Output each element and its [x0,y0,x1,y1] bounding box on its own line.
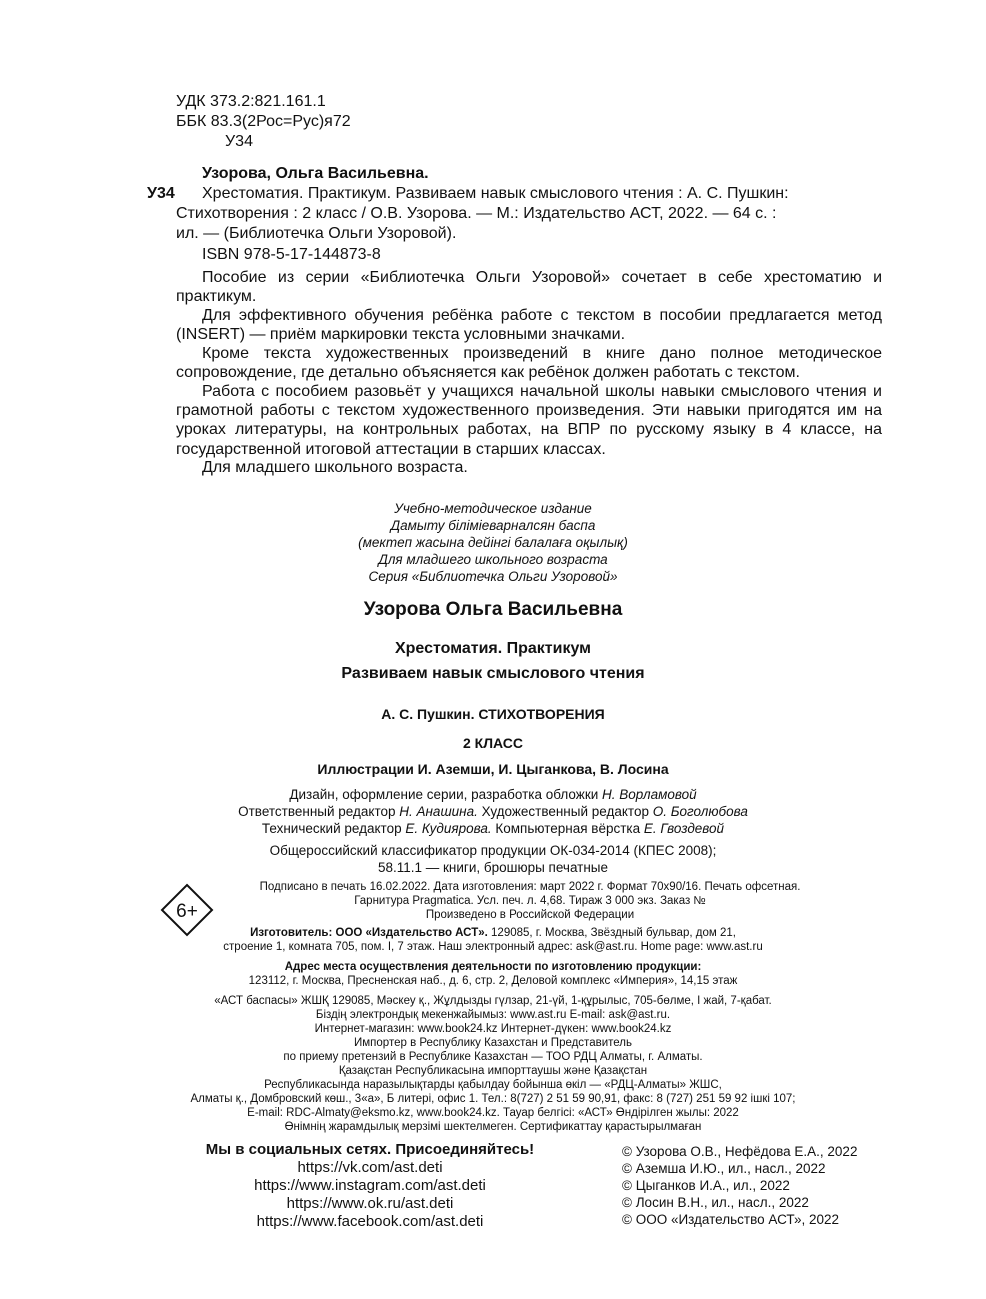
copyright-1: © Узорова О.В., Нефёдова Е.А., 2022 [622,1144,858,1159]
social-heading: Мы в социальных сетях. Присоединяйтесь! [205,1141,535,1158]
manufacturer-address: 129085, г. Москва, Звёздный бульвар, дом 21, [487,927,736,939]
edition-type-5: Серия «Библиотечка Ольги Узоровой» [368,569,618,584]
social-link-vk[interactable]: https://vk.com/ast.deti [297,1159,443,1176]
kz-line-10: Өнімнің жарамдылық мерзімі шектелмеген. Сертификаттау қарастырылмаған [284,1121,702,1133]
age-rating-text: 6+ [176,901,198,922]
copyright-3: © Цыганков И.А., ил., 2022 [622,1178,790,1193]
kz-line-2: Біздің электрондық мекенжайымыз: www.ast.ru E-mail: ask@ast.ru. [315,1009,671,1021]
address-line: 123112, г. Москва, Пресненская наб., д. 6, стр. 2, Деловой комплекс «Империя», 14,15 этаж [248,975,738,987]
edition-type-3: (мектеп жасына дейінгі балалаға оқылық) [358,535,628,550]
credit-line-2 [193,803,793,820]
copyright-5: © ООО «Издательство АСТ», 2022 [622,1212,840,1227]
biblio-line-2: Стихотворения : 2 класс / О.В. Узорова. — М.: Издательство АСТ, 2022. — 64 с. : [176,205,777,222]
subtitle: А. С. Пушкин. СТИХОТВОРЕНИЯ [381,706,605,722]
annotation-paragraph-3: Кроме текста художественных произведений в книге дано полное методическое сопровождение, где детально объясняется как ребёнок должен работать с текстом. [176,345,882,382]
credit-role: Ответственный редактор [238,804,400,819]
kz-line-1: «АСТ баспасы» ЖШҚ 129085, Мәскеу қ., Жұлдызды гүлзар, 21-үй, 1-құрылыс, 705-бөлме, I жай, 7-қабат. [214,995,772,1007]
kz-line-4: Импортер в Республику Казахстан и Представитель [354,1037,632,1049]
biblio-line-3: ил. — (Библиотечка Ольги Узоровой). [176,225,457,242]
credit-role: Компьютерная вёрстка [491,821,644,836]
credit-role: Художественный редактор [477,804,653,819]
annotation-paragraph-4: Работа с пособием разовьёт у учащихся начальной школы навыки смыслового чтения и грамотной работы с текстом художественного произведения. Эти навыки пригодятся им на уроках литературы, на контрольных работах, на ВПР по русскому языку в 4 классе, на государственной итоговой аттестации в старших классах. [176,383,882,458]
grade: 2 КЛАСС [462,735,524,751]
author-mark: У34 [225,133,253,150]
edition-type-1: Учебно-методическое издание [394,501,592,516]
kz-line-9: E-mail: RDC-Almaty@eksmo.kz, www.book24.kz. Тауар белгісі: «АСТ» Өндірілген жылы: 2022 [247,1107,739,1119]
credit-person: О. Боголюбова [652,804,748,819]
copyright-4: © Лосин В.Н., ил., насл., 2022 [622,1195,809,1210]
edition-type-2: Дамыту біліміеварналсян баспа [390,518,596,533]
annotation-paragraph-5: Для младшего школьного возраста. [202,459,468,476]
illustrations: Иллюстрации И. Аземши, И. Цыганкова, В. Лосина [317,761,669,777]
kz-line-6: Қазақстан Республикасына импорттаушы және Қазақстан [338,1065,648,1077]
isbn: ISBN 978-5-17-144873-8 [202,246,381,263]
credit-role: Технический редактор [261,821,406,836]
credit-person: Н. Ворламовой [602,787,697,802]
kz-line-5: по приему претензий в Республике Казахстан — ТОО РДЦ Алматы, г. Алматы. [283,1051,703,1063]
author-heading: Узорова, Ольга Васильевна. [202,165,429,182]
kz-line-8: Алматы қ., Домбровский көш., 3«а», Б литері, офис 1. Тел.: 8(727) 2 51 59 90,91, факс: 8 (727) 251 59 92 ішкі 107; [190,1093,796,1105]
annotation-paragraph-1: Пособие из серии «Библиотечка Ольги Узоровой» сочетает в себе хрестоматию и практикум. [176,269,882,306]
title-line-1: Хрестоматия. Практикум [394,640,592,657]
udk-code: УДК 373.2:821.161.1 [176,93,326,110]
credit-line-3 [193,820,793,837]
copyright-2: © Аземша И.Ю., ил., насл., 2022 [622,1161,826,1176]
kz-line-7: Республикасында наразылықтарды қабылдау бойынша өкіл — «РДЦ-Алматы» ЖШС, [264,1079,722,1091]
edition-type-4: Для младшего школьного возраста [378,552,608,567]
bbk-code: ББК 83.3(2Рос=Рус)я72 [176,113,351,130]
credit-person: Е. Гвоздевой [643,821,725,836]
credit-person: Н. Анашина. [399,804,478,819]
annotation-paragraph-2: Для эффективного обучения ребёнка работе с текстом в пособии предлагается метод (INSERT) — приём маркировки текста условными значками. [176,307,882,344]
manufacturer-line-2: строение 1, комната 705, пом. I, 7 этаж. Наш электронный адрес: ask@ast.ru. Home page: www.ast.ru [223,941,763,953]
print-info-3: Произведено в Российской Федерации [425,909,635,921]
title-line-2: Развиваем навык смыслового чтения [341,665,645,682]
social-link-ok[interactable]: https://www.ok.ru/ast.deti [286,1195,454,1212]
biblio-line-1: Хрестоматия. Практикум. Развиваем навык смыслового чтения : А. С. Пушкин: [202,185,789,202]
author-name: Узорова Ольга Васильевна [363,599,623,620]
credit-line-1 [193,786,793,803]
social-link-facebook[interactable]: https://www.facebook.com/ast.deti [256,1213,484,1230]
classifier-line-1: Общероссийский классификатор продукции ОК-034-2014 (КПЕС 2008); [269,843,717,858]
manufacturer-line-1 [193,926,793,940]
address-label: Адрес места осуществления деятельности по изготовлению продукции: [284,961,702,973]
manufacturer-label: Изготовитель: ООО «Издательство АСТ». [250,927,488,939]
classifier-line-2: 58.11.1 — книги, брошюры печатные [377,860,609,875]
kz-line-3: Интернет-магазин: www.book24.kz Интернет-дүкен: www.book24.kz [314,1023,672,1035]
print-info-1: Подписано в печать 16.02.2022. Дата изготовления: март 2022 г. Формат 70х90/16. Печать офсетная. [259,881,801,893]
credit-person: Е. Кудиярова. [405,821,492,836]
author-mark-bold: У34 [147,185,175,202]
social-link-instagram[interactable]: https://www.instagram.com/ast.deti [254,1177,486,1194]
credit-role: Дизайн, оформление серии, разработка обложки [289,787,603,802]
print-info-2: Гарнитура Pragmatica. Усл. печ. л. 4,68. Тираж 3 000 экз. Заказ № [354,895,706,907]
